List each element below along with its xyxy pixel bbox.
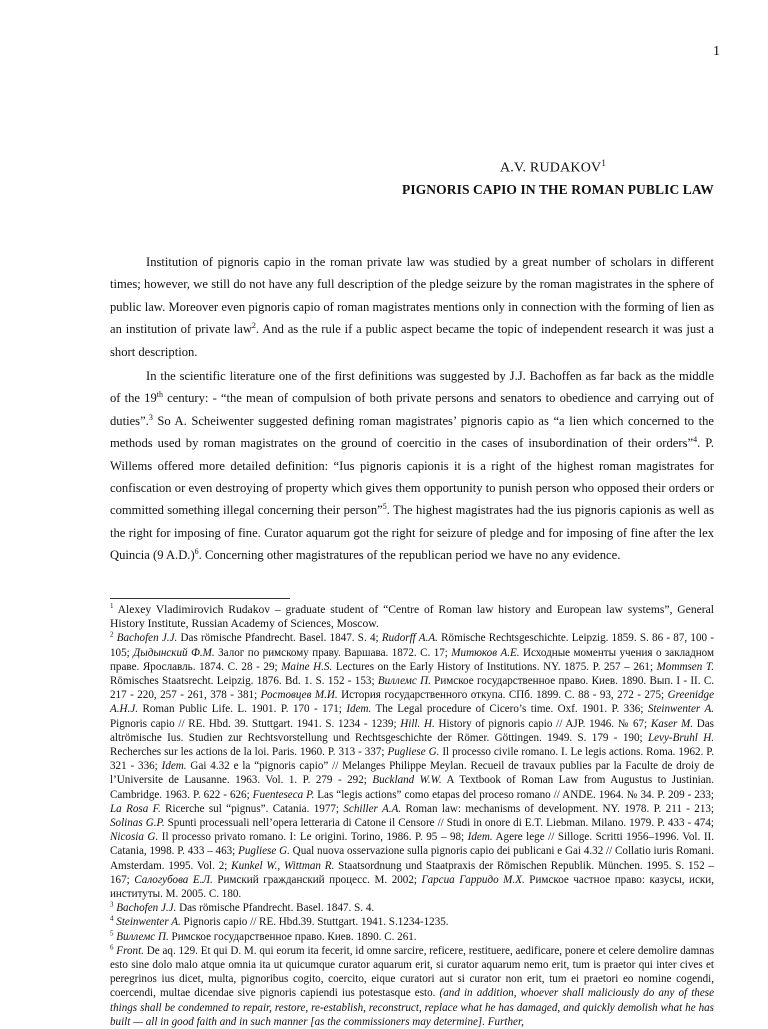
citation-text: History of pignoris capio // AJP. 1946. № 67; bbox=[434, 717, 651, 730]
citation-author: Solinas G.P. bbox=[110, 817, 165, 830]
citation-author: Steinwenter A. bbox=[647, 703, 715, 716]
citation-author: Greenidge A.H.J. bbox=[110, 689, 714, 716]
citation-text: Pignoris capio // RE. Hbd.39. Stuttgart. 1941. S.1234-1235. bbox=[180, 916, 449, 929]
citation-text: Römisches Staatsrecht. Leipzig. 1876. Bd. 1. S. 152 - 153; bbox=[110, 675, 378, 688]
footnote-ref-3[interactable]: 3 bbox=[148, 412, 153, 422]
citation-author: Bachofen J.J. bbox=[113, 902, 177, 915]
citation-text: Залог по римскому праву. Варшава. 1872. С. 17; bbox=[214, 646, 452, 659]
citation-text: The Legal procedure of Cicero’s time. Oxf. 1901. P. 336; bbox=[371, 703, 648, 716]
citation-text: Qual nuova osservazione sulla pignoris capio dei publicani e Gai 4.32 // Collatio iuris Romani. Amsterdam. 1995. Vol. 2; bbox=[110, 845, 714, 872]
citation-author: Idem. bbox=[467, 831, 493, 844]
footnote-ref-4[interactable]: 4 bbox=[693, 435, 698, 445]
citation-author: Rudorff A.A. bbox=[381, 632, 438, 645]
footnote-1 bbox=[110, 603, 714, 631]
citation-author: Гарсиа Гарридо М.Х. bbox=[421, 873, 525, 886]
citation-text: Las “legis actions” como etapas del proceso romano // ANDE. 1964. № 34. P. 209 - 233; bbox=[314, 788, 715, 801]
translation-text: (and in addition, whoever shall maliciously do any of these things shall be condemned to repair, restore, re-establish, reconstruct, replace what he has damaged, and quickly demolish what he has built — all in good faith and in such manner [as the commissioners may determine]. Further, bbox=[110, 987, 714, 1028]
citation-text: Römische Rechtsgeschichte. Leipzig. 1859. S. 86 - 87, 100 - 105; bbox=[110, 632, 714, 659]
citation-author: Mommsen T. bbox=[656, 660, 714, 673]
citation-author: Kaser M. bbox=[650, 717, 694, 730]
citation-author: Дыдынский Ф.М. bbox=[133, 646, 215, 659]
citation-text: A Textbook of Roman Law from Augustus to Justinian. Cambridge. 1963. P. 622 - 626; bbox=[110, 774, 714, 801]
paragraph-text: . P. Willems offered more detailed definition: “Ius pignoris capionis it is a right of the highest roman magistrates for confiscation or even destroying of property which gives them opportunity to punish person who opposed their orders or committed something illegal concerning their person” bbox=[110, 436, 714, 518]
ordinal-suffix: th bbox=[156, 390, 164, 400]
citation-text: Ricerche sul “pignus”. Catania. 1977; bbox=[160, 802, 344, 815]
citation-author: Steinwenter A. bbox=[113, 916, 181, 929]
citation-author: Idem. bbox=[161, 760, 187, 773]
citation-text: Pignoris capio // RE. Hbd. 39. Stuttgart. 1941. S. 1234 - 1239; bbox=[110, 717, 401, 730]
footnote-5 bbox=[110, 930, 714, 944]
citation-author: Nicosia G. bbox=[110, 831, 159, 844]
footnote-6 bbox=[110, 944, 714, 1029]
citation-author: Front. bbox=[113, 944, 144, 957]
citation-text: Il processo civile romano. I. Le legis actions. Roma. 1962. P. 321 - 336; bbox=[110, 746, 715, 773]
citation-text: De aq. 129. Et qui D. M. qui eorum ita fecerit, id omne sarcire, reficere, restituere, aedificare, ponere et celere demolire damnas esto sine dolo malo atque omnia ita ut quicumque curator aquarum erit, si curator aquarum nemo erit, tum is praetor qui inter cives et peregrinos ius dicet, multa, pignoribus cogito, coercito, eique curatori aut si curator non erit, tum ei praetori eo nomine cogendi, coercendi, multae dicendae sive pignoris capiendi ius potestasque esto. bbox=[110, 944, 715, 1000]
paragraph-text: So A. Scheiwenter suggested defining roman magistrates’ pignoris capio as “a lien which concerned to the methods used by roman magistrates on the ground of coercitio in the cases of insubordination of their orders” bbox=[110, 413, 714, 451]
citation-author: Bachofen J.J. bbox=[113, 632, 178, 645]
citation-text: Римский гражданский процесс. М. 2002; bbox=[212, 873, 422, 886]
footnote-separator bbox=[110, 598, 290, 599]
citation-text: Roman law: mechanisms of development. NY. 1978. P. 211 - 213; bbox=[401, 802, 714, 815]
footnote-ref-2[interactable]: 2 bbox=[251, 321, 256, 331]
citation-author: Митюков А.Е. bbox=[451, 646, 520, 659]
citation-author: Hill. H. bbox=[400, 717, 435, 730]
article-title: PIGNORIS CAPIO IN THE ROMAN PUBLIC LAW bbox=[402, 182, 714, 197]
paragraph-text: . The highest magistrates had the ius pignoris capionis as well as the right for imposing of fine. Curator aquarum got the right for seizure of pledge and for imposing of fine after the lex Quincia (9 A.D.) bbox=[110, 503, 714, 563]
main-text bbox=[110, 251, 714, 569]
citation-text: Римское государственное право. Киев. 1890. С. 261. bbox=[168, 930, 417, 943]
citation-text: История государственного откупа. СПб. 1899. С. 88 - 93, 272 - 275; bbox=[337, 689, 668, 702]
footnote-number: 4 bbox=[110, 914, 114, 923]
footnote-3 bbox=[110, 901, 714, 915]
paragraph-text: . Concerning other magistratures of the republican period we have no any evidence. bbox=[198, 548, 621, 563]
citation-text: Gai 4.32 e la “pignoris capio” // Melanges Philippe Meylan. Recueil de travaux publies par la Faculte de droiy de l’Universite de Lausanne. 1963. Vol. 1. P. 279 - 292; bbox=[110, 760, 714, 787]
citation-author: Kunkel W., Wittman R. bbox=[231, 859, 335, 872]
footnote-text: Alexey Vladimirovich Rudakov – graduate student of “Centre of Roman law history and European law systems”, General History Institute, Russian Academy of Sciences, Moscow. bbox=[110, 603, 714, 631]
citation-author: Pugliese G. bbox=[238, 845, 290, 858]
citation-text: Das römische Pfandrecht. Basel. 1847. S. 4; bbox=[177, 632, 382, 645]
citation-text: Spunti processuali nell’opera letteraria di Catone il Censore // Studi in onore di E.T. Liebman. Milano. 1979. P. 433 - 474; bbox=[164, 817, 714, 830]
footnote-number: 3 bbox=[110, 900, 114, 909]
citation-author: Levy-Bruhl H. bbox=[647, 731, 715, 744]
paragraph-text: . And as the rule if a public aspect became the topic of independent research it was just a short description. bbox=[110, 322, 714, 359]
citation-text: Das altrömische Ius. Studien zur Rechtsvorstellung und Rechtsgeschichte der Römer. Göttingen. 1949. S. 179 - 190; bbox=[110, 717, 714, 744]
footnote-number: 6 bbox=[110, 943, 114, 952]
citation-author: Schiller A.A. bbox=[343, 802, 402, 815]
citation-author: Салогубова Е.Л. bbox=[134, 873, 213, 886]
citation-text: Исходные моменты учения о закладном праве. Ярославль. 1874. С. 28 - 29; bbox=[110, 646, 715, 673]
paragraph-2 bbox=[110, 365, 714, 567]
footnote-number: 1 bbox=[110, 602, 114, 611]
footnote-number: 5 bbox=[110, 928, 114, 937]
citation-text: Agere lege // Silloge. Scritti 1956–1996. Vol. II. Catania, 1998. P. 433 – 463; bbox=[110, 831, 714, 858]
footnote-4 bbox=[110, 915, 714, 929]
paragraph-text: Institution of pignoris capio in the roman private law was studied by a great number of scholars in different times; however, we still do not have any full description of the pledge seizure by the roman magistrates in the sphere of public law. Moreover even pignoris capio of roman magistrates mentions only in connection with the forming of lien as an institution of private law bbox=[110, 255, 714, 337]
footnote-number: 2 bbox=[110, 630, 114, 639]
footnote-ref-5[interactable]: 5 bbox=[382, 502, 387, 512]
citation-author: Pugliese G. bbox=[387, 746, 440, 759]
citation-text: Il processo privato romano. I: Le origini. Torino, 1986. P. 95 – 98; bbox=[158, 831, 468, 844]
citation-author: Buckland W.W. bbox=[372, 774, 442, 787]
citation-text: Lectures on the Early History of Institutions. NY. 1875. P. 257 – 261; bbox=[332, 660, 657, 673]
paragraph-1 bbox=[110, 251, 714, 363]
footnote-ref-6[interactable]: 6 bbox=[194, 547, 199, 557]
citation-author: Idem. bbox=[346, 703, 372, 716]
paragraph-text: In the scientific literature one of the first definitions was suggested by J.J. Bachoffen as far back as the middle of the 19 bbox=[110, 369, 714, 406]
citation-author: Maine H.S. bbox=[281, 660, 333, 673]
citation-text: Das römische Pfandrecht. Basel. 1847. S. 4. bbox=[176, 902, 375, 915]
author-name: A.V. RUDAKOV bbox=[500, 160, 602, 176]
citation-text: Римское частное право: казусы, иски, институты. М. 2005. С. 180. bbox=[110, 873, 715, 901]
citation-author: Fuenteseca P. bbox=[252, 788, 315, 801]
citation-author: La Rosa F. bbox=[110, 802, 161, 815]
citation-author: Виллемс П. bbox=[377, 675, 431, 688]
author-footnote-ref[interactable]: 1 bbox=[601, 158, 607, 168]
citation-text: Recherches sur les actions de la loi. Paris. 1960. P. 313 - 337; bbox=[110, 746, 388, 759]
page-number: 1 bbox=[713, 44, 720, 59]
citation-author: Ростовцев М.И. bbox=[260, 689, 338, 702]
footnote-2 bbox=[110, 631, 714, 901]
author-line bbox=[500, 158, 606, 177]
paragraph-text: century: - “the mean of compulsion of both private persons and senators to obedience and carrying out of duties”. bbox=[110, 391, 714, 428]
citation-text: Roman Public Life. L. 1901. P. 170 - 171; bbox=[138, 703, 347, 716]
citation-text: Римское государственное право. Киев. 1890. Вып. I - II. С. 217 - 220, 257 - 261, 378 - 381; bbox=[110, 675, 714, 702]
footnotes bbox=[110, 602, 715, 1028]
citation-text: Staatsordnung und Staatpraxis der Römischen Republik. München. 1995. S. 152 – 167; bbox=[110, 859, 715, 886]
citation-author: Виллемс П. bbox=[113, 930, 169, 943]
